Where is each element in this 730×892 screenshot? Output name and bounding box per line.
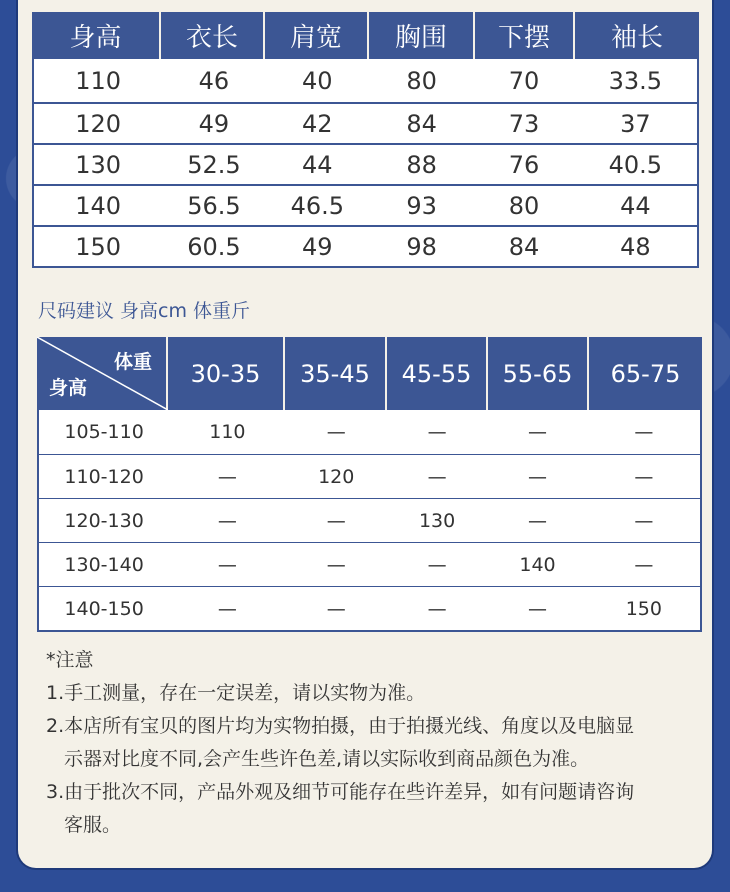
cell: — [634, 465, 654, 488]
cell: — [427, 421, 447, 443]
cell: 73 [508, 109, 540, 138]
header-length: 衣长 [161, 12, 265, 59]
size-chart-card [16, 0, 714, 870]
cell: 42 [302, 109, 333, 138]
cell: 88 [406, 150, 437, 179]
cell: 93 [406, 191, 437, 220]
cell: 40.5 [608, 150, 663, 179]
cell: 84 [508, 232, 540, 261]
cell: 80 [508, 191, 540, 220]
table-row [39, 498, 700, 542]
cell: — [527, 509, 547, 532]
note-2-continued: 示器对比度不同,会产生些许色差,请以实际收到商品颜色为准。 [64, 748, 590, 770]
header-weight-range: 65-75 [610, 359, 681, 388]
size-table-body [37, 410, 702, 632]
cell: — [427, 465, 447, 488]
cell: 48 [620, 232, 651, 261]
size-recommendation-table [37, 337, 702, 632]
cell: 76 [508, 150, 540, 179]
cell: 49 [302, 232, 333, 261]
corner-weight-label: 体重 [113, 351, 152, 373]
cell: 120 [75, 109, 122, 138]
header-weight-range: 55-65 [488, 337, 589, 410]
cell: 60.5 [187, 232, 241, 261]
cell: — [217, 465, 237, 488]
cell: 130-140 [64, 553, 144, 576]
notes-section [46, 644, 706, 842]
header-shoulder: 肩宽 [265, 12, 369, 59]
size-table-header [37, 337, 702, 410]
cell: 110 [209, 421, 246, 443]
cell: 70 [508, 66, 540, 95]
header-chest: 胸围 [369, 12, 475, 59]
cell: 49 [198, 109, 230, 138]
cell: 130 [418, 509, 456, 532]
header-weight-range: 45-55 [387, 337, 488, 410]
cell: 120 [318, 465, 355, 488]
note-3-continued: 客服。 [64, 814, 122, 836]
table-row [39, 410, 700, 454]
cell: 140 [75, 191, 122, 220]
corner-cell [37, 337, 168, 410]
size-recommendation-title: 尺码建议 身高cm 体重斤 [38, 300, 251, 322]
table-row [39, 586, 700, 630]
cell: 130 [75, 150, 122, 179]
cell: 37 [620, 109, 651, 138]
cell: — [217, 553, 237, 576]
cell: 52.5 [187, 150, 241, 179]
cell: 84 [406, 109, 437, 138]
header-height: 身高 [32, 12, 161, 59]
cell: — [326, 509, 346, 532]
measurement-table-header [32, 12, 699, 59]
cell: — [634, 509, 654, 532]
cell: 150 [625, 597, 662, 620]
table-row [39, 542, 700, 586]
corner-height-label: 身高 [49, 377, 88, 399]
cell: — [427, 597, 447, 620]
cell: 105-110 [64, 421, 144, 443]
table-row [34, 59, 697, 102]
cell: — [326, 597, 346, 620]
cell: 56.5 [187, 191, 241, 220]
cell: — [217, 597, 237, 620]
cell: — [634, 421, 654, 443]
table-row [34, 225, 697, 266]
cell: 110 [75, 66, 122, 95]
cell: 46 [198, 66, 230, 95]
notes-title: *注意 [46, 649, 94, 671]
cell: 150 [75, 232, 122, 261]
cell: — [634, 553, 654, 576]
cell: — [527, 421, 547, 443]
cell: — [326, 421, 346, 443]
cell: 46.5 [290, 191, 344, 220]
cell: 140 [519, 553, 556, 576]
table-row [39, 454, 700, 498]
header-sleeve: 袖长 [610, 23, 663, 53]
cell: 120-130 [64, 509, 144, 532]
table-row [34, 102, 697, 143]
note-2: 2.本店所有宝贝的图片均为实物拍摄，由于拍摄光线、角度以及电脑显 [46, 715, 635, 737]
note-1: 1.手工测量，存在一定误差，请以实物为准。 [46, 682, 426, 704]
cell: — [527, 465, 547, 488]
cell: 44 [620, 191, 651, 220]
cell: — [326, 553, 346, 576]
cell: 40 [302, 66, 333, 95]
measurement-table-body [32, 59, 699, 268]
cell: — [427, 553, 447, 576]
cell: — [217, 509, 237, 532]
cell: 80 [406, 66, 437, 95]
header-weight-range: 35-45 [285, 337, 387, 410]
cell: 44 [302, 150, 333, 179]
cell: 110-120 [64, 465, 144, 488]
note-3: 3.由于批次不同，产品外观及细节可能存在些许差异，如有问题请咨询 [46, 781, 635, 803]
cell: — [527, 597, 547, 620]
cell: 98 [406, 232, 437, 261]
table-row [34, 184, 697, 225]
cell: 140-150 [64, 597, 144, 620]
measurement-table [32, 12, 699, 268]
header-hem: 下摆 [475, 12, 575, 59]
cell: 33.5 [608, 66, 663, 95]
header-weight-range: 30-35 [168, 337, 285, 410]
table-row [34, 143, 697, 184]
